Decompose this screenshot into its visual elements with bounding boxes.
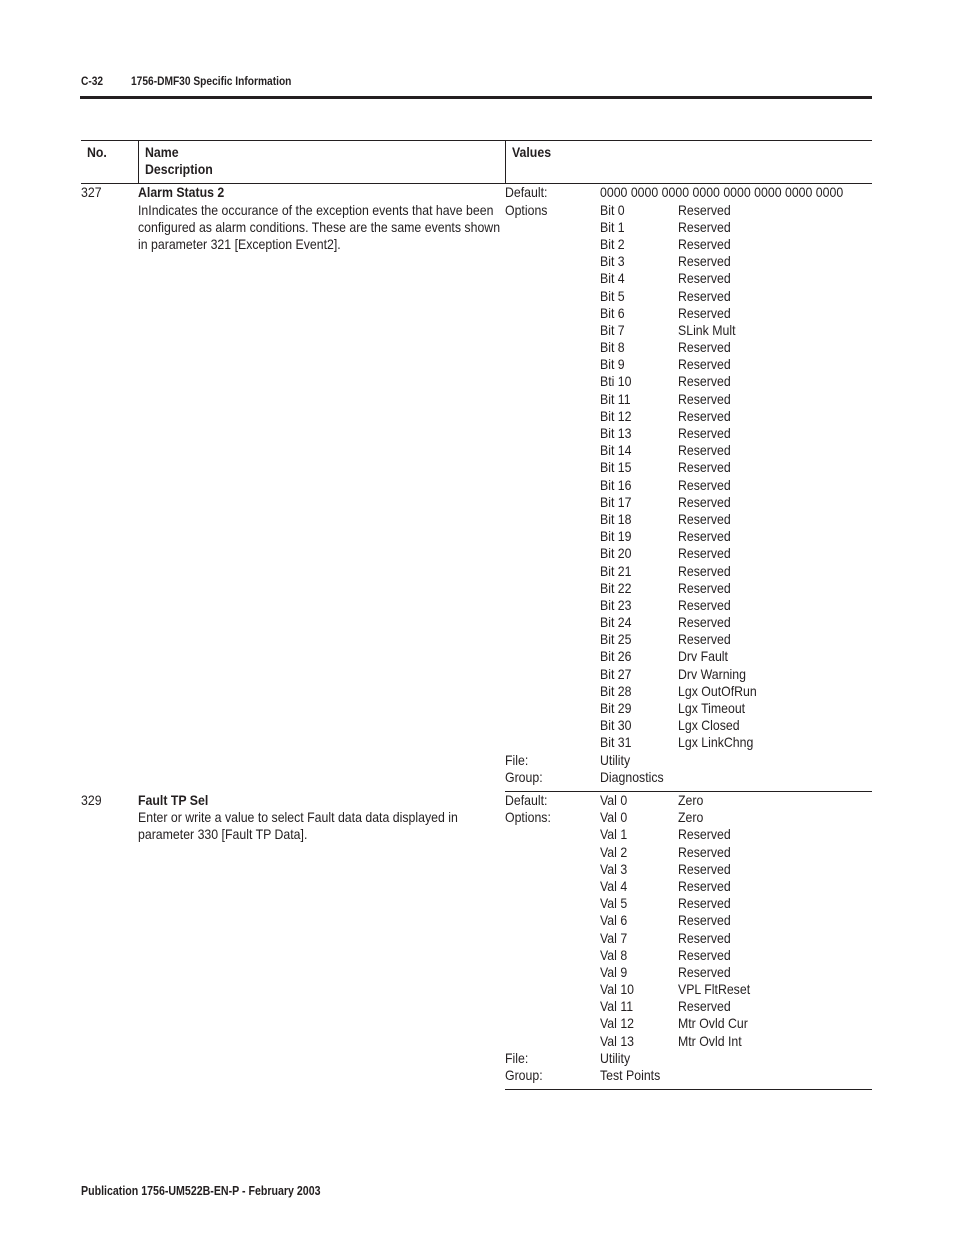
default-value: Zero xyxy=(678,792,704,809)
option-value: Reserved xyxy=(678,895,731,912)
option-value: Reserved xyxy=(678,356,731,373)
param-name: Alarm Status 2 xyxy=(138,184,225,201)
param-name-description xyxy=(138,184,505,792)
option-key: Val 0 xyxy=(600,809,628,826)
column-header-no: No. xyxy=(81,141,138,184)
option-key: Bit 3 xyxy=(600,253,625,270)
option-key: Val 4 xyxy=(600,877,628,894)
param-329-default-row xyxy=(81,792,872,810)
header-rule xyxy=(80,96,872,99)
option-key: Bit 12 xyxy=(600,407,632,424)
option-key: Bit 2 xyxy=(600,235,625,252)
option-key: Bti 10 xyxy=(600,373,632,390)
option-key: Val 8 xyxy=(600,946,628,963)
option-key: Bit 19 xyxy=(600,528,632,545)
option-value: Reserved xyxy=(678,339,731,356)
option-key: Val 7 xyxy=(600,929,628,946)
option-value: Reserved xyxy=(678,614,731,631)
option-value: Reserved xyxy=(678,373,731,390)
column-header-name: Name Description xyxy=(138,141,505,184)
option-value: Reserved xyxy=(678,304,731,321)
option-key: Bit 14 xyxy=(600,442,632,459)
param-number: 327 xyxy=(81,184,102,201)
param-name-description xyxy=(138,792,505,1090)
option-key: Val 9 xyxy=(600,963,628,980)
option-value: Reserved xyxy=(678,963,731,980)
option-value: Drv Fault xyxy=(678,648,728,665)
option-key: Bit 22 xyxy=(600,579,632,596)
option-value: Reserved xyxy=(678,390,731,407)
option-value: Reserved xyxy=(678,510,731,527)
param-name: Fault TP Sel xyxy=(138,791,209,808)
option-value: Reserved xyxy=(678,579,731,596)
option-value: Reserved xyxy=(678,493,731,510)
option-value: Mtr Ovld Cur xyxy=(678,1015,748,1032)
default-value: 0000 0000 0000 0000 0000 0000 0000 0000 xyxy=(600,184,844,201)
option-key: Bit 0 xyxy=(600,201,625,218)
option-value: Lgx Closed xyxy=(678,717,740,734)
default-label: Default: xyxy=(505,184,548,201)
param-description: InIndicates the occurance of the exception events that have been configured as alarm conditions. These are the same events shown in parameter 321 [Exception Event2]. xyxy=(138,201,501,253)
option-value: Reserved xyxy=(678,476,731,493)
column-header-values: Values xyxy=(505,141,872,184)
option-value: Lgx OutOfRun xyxy=(678,682,757,699)
option-key: Bit 30 xyxy=(600,717,632,734)
option-key: Val 13 xyxy=(600,1032,635,1049)
option-key: Bit 8 xyxy=(600,339,625,356)
option-value: SLink Mult xyxy=(678,321,736,338)
option-key: Bit 4 xyxy=(600,270,625,287)
option-key: Bit 16 xyxy=(600,476,632,493)
option-key: Bit 5 xyxy=(600,287,625,304)
option-value: Reserved xyxy=(678,253,731,270)
option-value: Lgx Timeout xyxy=(678,700,746,717)
options-values xyxy=(678,809,872,1050)
option-value: Reserved xyxy=(678,407,731,424)
option-value: Reserved xyxy=(678,826,731,843)
section-title: 1756-DMF30 Specific Information xyxy=(131,74,292,88)
option-value: Reserved xyxy=(678,287,731,304)
options-keys xyxy=(600,202,678,752)
option-key: Bit 26 xyxy=(600,648,632,665)
option-key: Val 2 xyxy=(600,843,628,860)
option-value: Reserved xyxy=(678,270,731,287)
file-group-labels: File: Group: xyxy=(505,1050,600,1090)
option-key: Bit 7 xyxy=(600,321,625,338)
options-label: Options xyxy=(505,201,548,218)
option-key: Bit 29 xyxy=(600,700,632,717)
option-value: Reserved xyxy=(678,425,731,442)
file-group-labels: File: Group: xyxy=(505,752,600,792)
option-value: VPL FltReset xyxy=(678,981,751,998)
default-key: Val 0 xyxy=(600,792,628,809)
option-key: Val 3 xyxy=(600,860,628,877)
option-key: Bit 25 xyxy=(600,631,632,648)
option-value: Reserved xyxy=(678,998,731,1015)
option-key: Bit 20 xyxy=(600,545,632,562)
option-key: Bit 24 xyxy=(600,614,632,631)
option-key: Bit 23 xyxy=(600,596,632,613)
page-number: C-32 xyxy=(81,74,104,88)
publication-footer: Publication 1756-UM522B-EN-P - February 2003 xyxy=(81,1184,321,1198)
param-number: 329 xyxy=(81,791,102,808)
default-label: Default: xyxy=(505,792,548,809)
file-group-values: Utility Diagnostics xyxy=(600,752,872,792)
option-value: Reserved xyxy=(678,459,731,476)
options-keys xyxy=(600,809,678,1050)
option-value: Reserved xyxy=(678,218,731,235)
option-value: Reserved xyxy=(678,528,731,545)
option-value: Reserved xyxy=(678,201,731,218)
option-value: Zero xyxy=(678,809,704,826)
option-key: Bit 15 xyxy=(600,459,632,476)
option-value: Reserved xyxy=(678,843,731,860)
option-key: Bit 18 xyxy=(600,510,632,527)
option-value: Reserved xyxy=(678,235,731,252)
param-327-default-row xyxy=(81,184,872,202)
option-key: Bit 21 xyxy=(600,562,632,579)
option-key: Bit 6 xyxy=(600,304,625,321)
option-key: Bit 31 xyxy=(600,734,632,751)
option-value: Reserved xyxy=(678,631,731,648)
option-key: Bit 13 xyxy=(600,425,632,442)
options-values xyxy=(678,202,872,752)
param-description: Enter or write a value to select Fault data data displayed in parameter 330 [Fault TP Data]. xyxy=(138,808,458,842)
option-value: Reserved xyxy=(678,562,731,579)
option-value: Reserved xyxy=(678,946,731,963)
option-value: Drv Warning xyxy=(678,665,747,682)
option-value: Reserved xyxy=(678,877,731,894)
option-key: Val 6 xyxy=(600,912,628,929)
option-key: Bit 27 xyxy=(600,665,632,682)
option-value: Reserved xyxy=(678,596,731,613)
option-key: Bit 9 xyxy=(600,356,625,373)
option-value: Lgx LinkChng xyxy=(678,734,754,751)
options-label: Options: xyxy=(505,809,551,826)
option-key: Bit 11 xyxy=(600,390,631,407)
parameter-table xyxy=(81,140,872,1090)
table-header-row xyxy=(81,141,872,184)
option-value: Mtr Ovld Int xyxy=(678,1032,742,1049)
option-key: Val 11 xyxy=(600,998,634,1015)
option-value: Reserved xyxy=(678,545,731,562)
file-group-values: Utility Test Points xyxy=(600,1050,872,1090)
option-value: Reserved xyxy=(678,929,731,946)
option-key: Bit 1 xyxy=(600,218,625,235)
option-key: Bit 17 xyxy=(600,493,632,510)
option-key: Val 12 xyxy=(600,1015,635,1032)
option-value: Reserved xyxy=(678,442,731,459)
option-value: Reserved xyxy=(678,860,731,877)
option-key: Val 5 xyxy=(600,895,628,912)
option-value: Reserved xyxy=(678,912,731,929)
option-key: Bit 28 xyxy=(600,682,632,699)
option-key: Val 10 xyxy=(600,981,635,998)
option-key: Val 1 xyxy=(600,826,628,843)
